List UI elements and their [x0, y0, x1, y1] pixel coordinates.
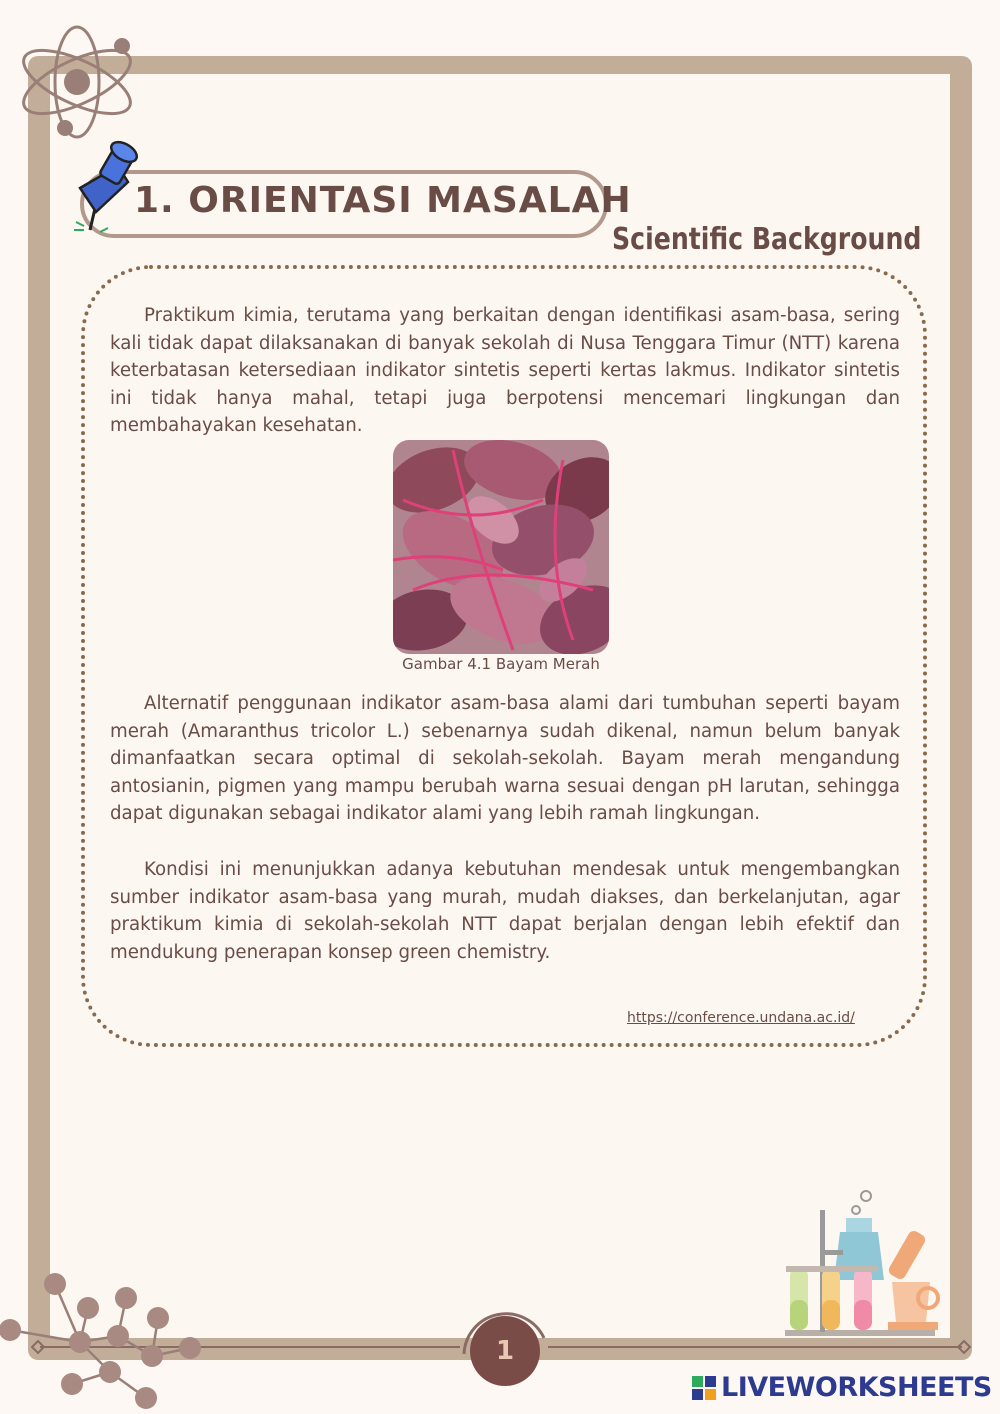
page-number: 1 [470, 1316, 540, 1386]
paragraph-condition: Kondisi ini menunjukkan adanya kebutuhan mendesak untuk mengembangkan sumber indikator asam-basa yang murah, mudah diakses, dan berkelanjutan, agar praktikum kimia di sekolah-sekolah NTT dapat berjalan dengan lebih efektif dan mendukung penerapan konsep green chemistry. [110, 859, 900, 963]
paragraph-alternative: Alternatif penggunaan indikator asam-basa alami dari tumbuhan seperti bayam merah (Amaranthus tricolor L.) sebenarnya sudah dikenal, namun belum banyak dimanfaatkan secara optimal di sekolah-sekolah. Bayam merah mengandung antosianin, pigmen yang mampu berubah warna sesuai dengan pH larutan, sehingga dapat digunakan sebagai indikator alami yang lebih ramah lingkungan. [110, 693, 900, 825]
red-spinach-photo [393, 440, 609, 654]
paragraph-intro: Praktikum kimia, terutama yang berkaitan dengan identifikasi asam-basa, sering kali tidak dapat dilaksanakan di banyak sekolah di Nusa Tenggara Timur (NTT) karena keterbatasan ketersediaan indikator sintetis seperti kertas lakmus. Indikator sintetis ini tidak hanya mahal, tetapi juga berpotensi mencemari lingkungan dan membahayakan kesehatan. [110, 305, 900, 437]
lab-equipment-icon [780, 1190, 950, 1340]
pushpin-icon [70, 140, 140, 240]
brand-name: LIVEWORKSHEETS [721, 1372, 992, 1403]
atom-icon [10, 20, 140, 140]
section-subtitle: Scientific Background [612, 222, 922, 257]
section-title: 1. ORIENTASI MASALAH [134, 180, 632, 221]
source-link[interactable]: https://conference.undana.ac.id/ [627, 1010, 855, 1026]
liveworksheets-brand[interactable] [692, 1372, 992, 1403]
liveworksheets-logo-icon [692, 1376, 716, 1400]
molecule-icon [0, 1268, 220, 1414]
figure-caption: Gambar 4.1 Bayam Merah [402, 655, 600, 673]
